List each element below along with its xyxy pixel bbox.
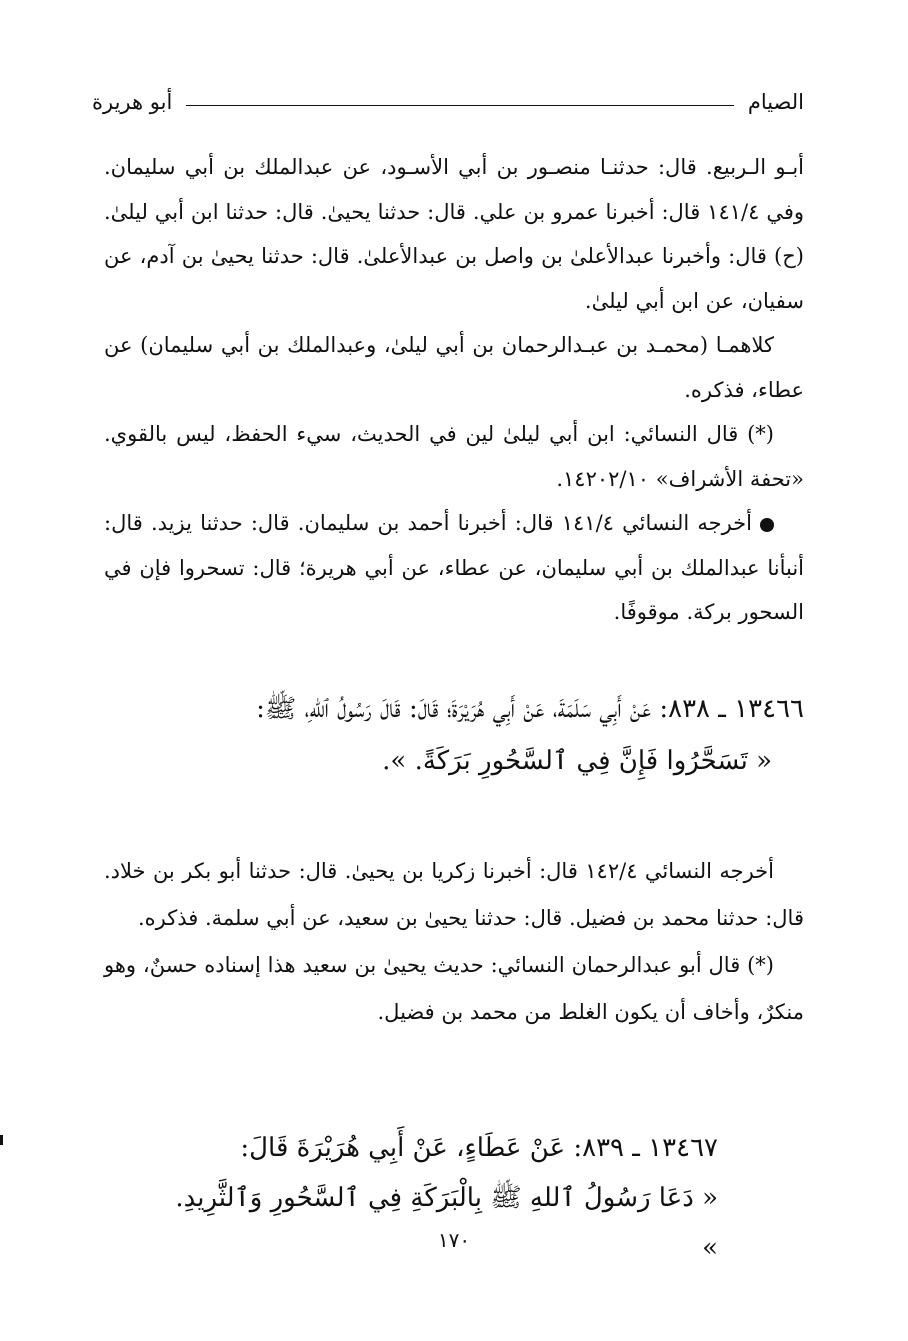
chapter-title: الصيام [747,90,804,114]
header-rule [186,105,734,106]
takhrij-paragraph [104,501,804,635]
hadith-entry-13466 [104,683,804,787]
takhrij-text: أخرجه النسائي ١٤١/٤ قال: أخبرنا أحمد بن سليمان. قال: حدثنا يزيد. قال: أنبأنا عبدالملك بن أبي سليمان، عن عطاء، عن أبي هريرة؛ قال: تسحروا فإن في السحور بركة. موقوفًا. [104,511,804,624]
hadith-matn: « دَعَا رَسُولُ ٱللهِ ﷺ بِالْبَرَكَةِ فِي ٱلسَّحُورِ وَٱلثَّرِيدِ. » [175,1183,718,1263]
margin-mark [0,1135,3,1145]
commentary-paragraph: أبـو الـربيع. قال: حدثنـا منصـور بن أبي الأسـود، عن عبدالملك بن أبي سليمان. وفي ١٤١/٤ قال: أخبرنا عمرو بن علي. قال: حدثنا يحيىٰ. قال: حدثنا ابن أبي ليلىٰ. (ح) قال: وأخبرنا عبدالأعلىٰ بن واصل بن عبدالأعلىٰ. قال: حدثنا يحيىٰ بن آدم، عن سفيان، عن ابن أبي ليلىٰ. [104,155,804,313]
hadith-matn: « تَسَحَّرُوا فَإِنَّ فِي ٱلسَّحُورِ بَرَكَةً. ». [382,746,772,776]
bullet-dot-icon [760,518,774,532]
note-paragraph: (*) قال النسائي: ابن أبي ليلىٰ لين في الحديث، سيء الحفظ، ليس بالقوي. «تحفة الأشراف» ١٤٢٠٢/١٠. [104,422,804,491]
hadith-isnad: ١٣٤٦٧ ـ ٨٣٩: عَنْ عَطَاءٍ، عَنْ أَبِي هُرَيْرَةَ قَالَ: [240,1133,718,1163]
narrator-title: أبو هريرة [92,90,173,114]
commentary-section-1 [104,145,804,635]
hadith-isnad: ١٣٤٦٦ ـ ٨٣٨: عَنْ أَبِي سَلَمَةَ، عَنْ أَبِي هُرَيْرَةَ؛ قَالَ: قَالَ رَسُولُ ٱللهِ، ﷺ: [256,694,804,724]
page-number: ١٧٠ [437,1228,471,1252]
note-paragraph: (*) قال أبو عبدالرحمان النسائي: حديث يحيىٰ بن سعيد هذا إسناده حسنٌ، وهو منكرٌ، وأخاف أن يكون الغلط من محمد بن فضيل. [104,953,804,1024]
takhrij-paragraph: أخرجه النسائي ١٤٢/٤ قال: أخبرنا زكريا بن يحيىٰ. قال: حدثنا أبو بكر بن خلاد. قال: حدثنا محمد بن فضيل. قال: حدثنا يحيىٰ بن سعيد، عن أبي سلمة. فذكره. [104,859,804,930]
commentary-paragraph: كلاهمـا (محمـد بن عبـدالرحمان بن أبي ليلىٰ، وعبدالملك بن أبي سليمان) عن عطاء، فذكره. [104,333,804,402]
commentary-section-2 [104,848,804,1036]
running-header [92,84,804,120]
